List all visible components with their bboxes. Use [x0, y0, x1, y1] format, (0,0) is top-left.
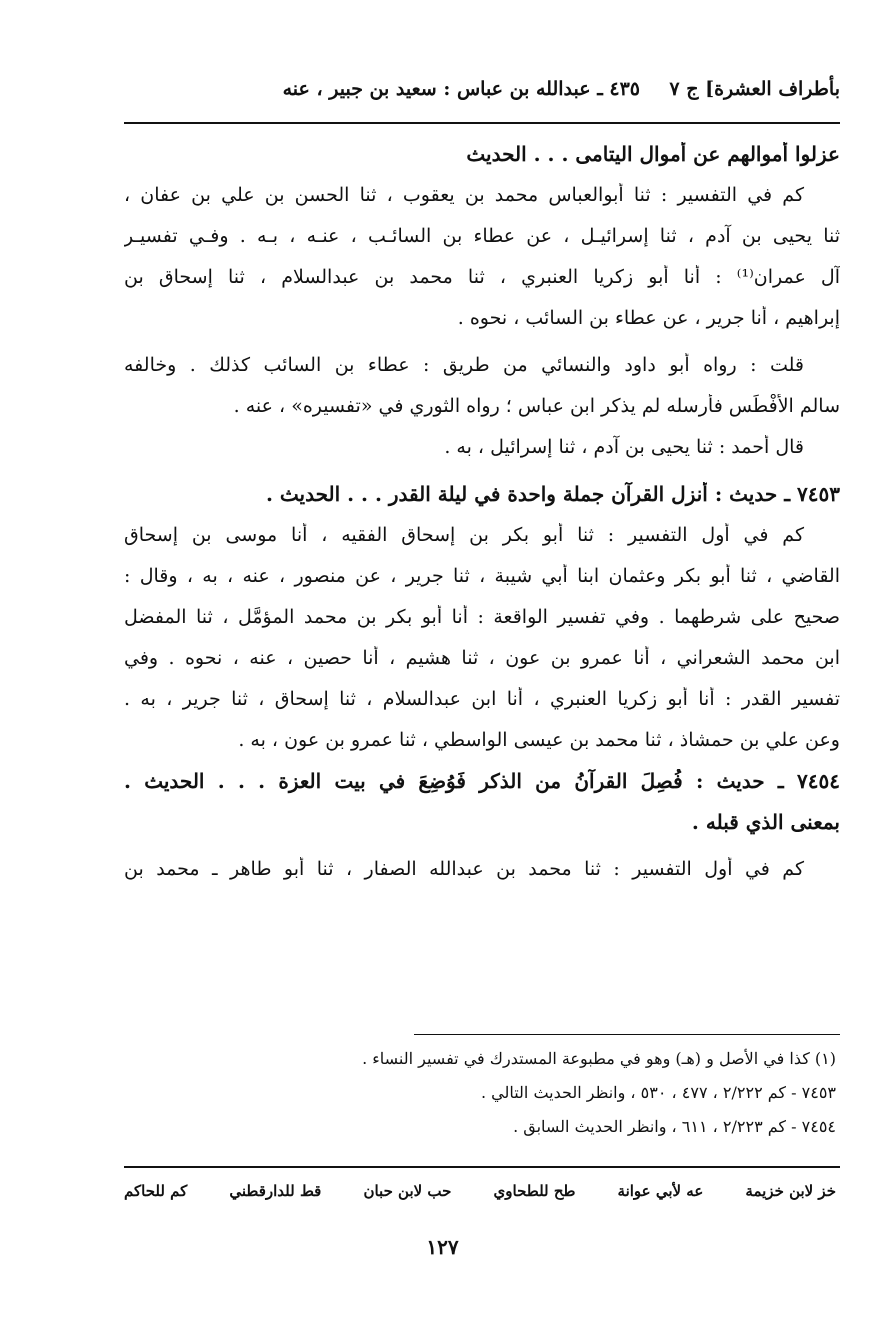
text-line: كم في أول التفسير : ثنا محمد بن عبدالله الصفار ، ثنا أبو طاهر ـ محمد بن [124, 858, 804, 880]
text-line: تفسير القدر : أنا أبو زكريا العنبري ، أنا ابن عبدالسلام ، ثنا إسحاق ، ثنا جرير ، به . [124, 688, 840, 710]
header-section-title: ٤٣٥ ـ عبدالله بن عباس : سعيد بن جبير ، عنه [282, 78, 640, 100]
text-line: ٧٤٥٤ ـ حديث : فُصِلَ القرآنُ من الذكر فَوُضِعَ في بيت العزة . . . الحديث . [124, 769, 840, 793]
text-line: قلت : رواه أبو داود والنسائي من طريق : عطاء بن السائب كذلك . وخالفه [124, 354, 804, 376]
header-book-title: بأطراف العشرة] ج ٧ [669, 78, 840, 100]
footnote-7454: ٧٤٥٤ - كم ٢/٢٢٣ ، ٦١١ ، وانظر الحديث السابق . [513, 1117, 836, 1136]
text-line: سالم الأَفْطَس فأرسله لم يذكر ابن عباس ؛ رواه الثوري في «تفسيره» ، عنه . [233, 395, 840, 417]
abbrev-khuz: خز لابن خزيمة [745, 1182, 836, 1200]
text-line: ابن محمد الشعراني ، أنا عمرو بن عون ، ثنا هشيم ، أنا حصين ، عنه ، نحوه . وفي [124, 647, 840, 669]
running-header [128, 78, 840, 108]
page-number: ١٢٧ [426, 1235, 459, 1259]
abbrev-tah: طح للطحاوي [493, 1182, 576, 1200]
abbrev-kam: كم للحاكم [124, 1182, 188, 1200]
text-line: عزلوا أموالهم عن أموال اليتامى . . . الحديث [466, 142, 840, 166]
text-line: وعن علي بن حمشاذ ، ثنا محمد بن عيسى الواسطي ، ثنا عمرو بن عون ، به . [238, 729, 840, 751]
abbreviations-divider [124, 1166, 840, 1168]
abbrev-ah: عه لأبي عوانة [617, 1182, 704, 1200]
text-line: قال أحمد : ثنا يحيى بن آدم ، ثنا إسرائيل ، به . [444, 436, 804, 458]
text-line: كم في التفسير : ثنا أبوالعباس محمد بن يعقوب ، ثنا الحسن بن علي بن عفان ، [124, 184, 804, 206]
main-text [124, 142, 840, 898]
text-line: ثنا يحيى بن آدم ، ثنا إسرائيـل ، عن عطاء بن السائـب ، عنـه ، بـه . وفـي تفسيـر [124, 225, 840, 247]
footnotes [200, 1046, 836, 1148]
text-line: إبراهيم ، أنا جرير ، عن عطاء بن السائب ، نحوه . [457, 307, 840, 329]
abbrev-hib: حب لابن حبان [363, 1182, 452, 1200]
text-line: صحيح على شرطهما . وفي تفسير الواقعة : أنا أبو بكر بن محمد المؤمَّل ، ثنا المفضل [124, 606, 840, 628]
footnote-divider [414, 1034, 840, 1035]
text-line: كم في أول التفسير : ثنا أبو بكر بن إسحاق الفقيه ، أنا موسى بن إسحاق [124, 524, 804, 546]
footnote-7453: ٧٤٥٣ - كم ٢/٢٢٢ ، ٤٧٧ ، ٥٣٠ ، وانظر الحديث التالي . [480, 1083, 836, 1102]
text-line: بمعنى الذي قبله . [691, 810, 840, 834]
footnote-1: (١) كذا في الأصل و (هـ) وهو في مطبوعة المستدرك في تفسير النساء . [362, 1049, 836, 1068]
header-divider [124, 122, 840, 124]
abbrev-qut: قط للدارقطني [229, 1182, 322, 1200]
text-line: ٧٤٥٣ ـ حديث : أنزل القرآن جملة واحدة في ليلة القدر . . . الحديث . [265, 482, 840, 506]
text-line: القاضي ، ثنا أبو بكر وعثمان ابنا أبي شيبة ، ثنا جرير ، عن منصور ، عنه ، به ، وقال : [124, 565, 840, 587]
text-line: آل عمران⁽¹⁾ : أنا أبو زكريا العنبري ، ثنا محمد بن عبدالسلام ، ثنا إسحاق بن [124, 266, 840, 288]
abbreviations-key [124, 1182, 836, 1200]
